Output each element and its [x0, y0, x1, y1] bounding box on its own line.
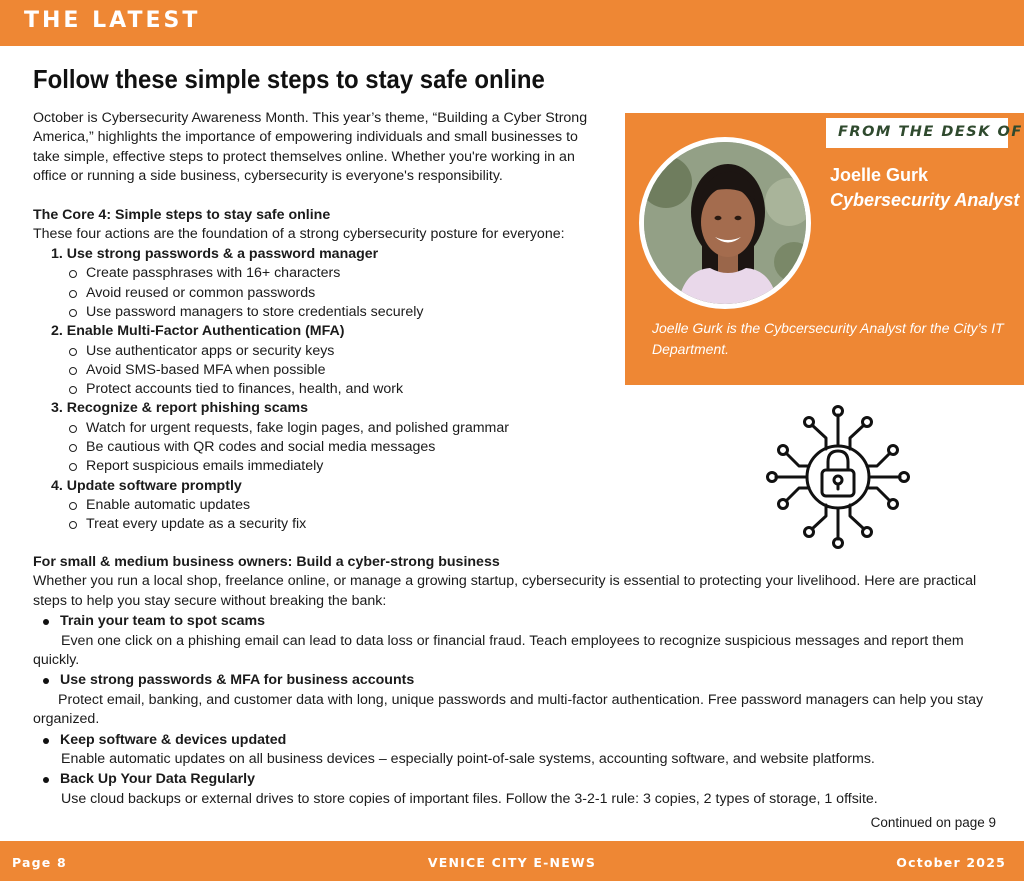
business-tip [33, 612, 993, 670]
tip-title: Train your team to spot scams [33, 612, 993, 631]
header-bar [0, 0, 1024, 46]
step-items [33, 419, 613, 477]
portrait-illustration [644, 142, 806, 304]
step [33, 322, 613, 399]
analyst-role: Cybersecurity Analyst [830, 190, 1020, 210]
step-items [33, 342, 613, 400]
step-item: Use authenticator apps or security keys [69, 342, 613, 361]
step-items [33, 264, 613, 322]
step-item: Use password managers to store credentials securely [69, 303, 613, 322]
step-title: 2. Enable Multi-Factor Authentication (MFA) [51, 323, 345, 340]
core4-heading: The Core 4: Simple steps to stay safe online [33, 207, 331, 223]
step [33, 477, 613, 535]
issue-date: October 2025 [896, 855, 1006, 870]
tip-body: Protect email, banking, and customer data with long, unique passwords and multi-factor authentication. Free password managers can help you stay organized. [33, 691, 984, 728]
article-title: Follow these simple steps to stay safe online [33, 64, 545, 94]
business-tip [33, 671, 993, 729]
tip-body: Enable automatic updates on all business devices – especially point-of-sale systems, accounting software, and website platforms. [61, 751, 875, 768]
step-item: Treat every update as a security fix [69, 515, 613, 534]
tip-title: Back Up Your Data Regularly [33, 770, 993, 789]
business-tip [33, 770, 993, 809]
tip-title: Use strong passwords & MFA for business accounts [33, 671, 993, 690]
step-item: Be cautious with QR codes and social media messages [69, 438, 613, 457]
tip-title: Keep software & devices updated [33, 731, 993, 750]
from-the-desk-panel [625, 113, 1024, 385]
desk-label-box [826, 118, 1023, 148]
circuit-lock-icon [765, 404, 911, 550]
core4-steps [33, 245, 613, 535]
core4-section [33, 206, 613, 535]
desk-label: FROM THE DESK OF [838, 124, 1023, 140]
step-item: Avoid SMS-based MFA when possible [69, 361, 613, 380]
analyst-caption: Joelle Gurk is the Cybcersecurity Analyst for the City’s IT Department. [652, 320, 1004, 357]
business-lead: Whether you run a local shop, freelance online, or manage a growing startup, cybersecurity is essential to protecting your livelihood. Here are practical steps to help you stay secure without breaking the bank: [33, 573, 977, 609]
business-heading: For small & medium business owners: Build a cyber-strong business [33, 554, 500, 570]
step-item: Protect accounts tied to finances, health, and work [69, 380, 613, 399]
footer-bar [0, 841, 1024, 881]
page-number: Page 8 [12, 855, 67, 870]
step [33, 245, 613, 322]
business-section [33, 553, 993, 809]
analyst-portrait [639, 137, 811, 309]
step-title: 3. Recognize & report phishing scams [51, 400, 309, 417]
intro-paragraph: October is Cybersecurity Awareness Month. This year’s theme, “Building a Cyber Strong America,” highlights the importance of empowering individuals and small businesses to take simple, effective steps to protect themselves online. Whether you're working in an office or running a side business, cybersecurity is everyone's responsibility. [33, 110, 588, 185]
step-item: Report suspicious emails immediately [69, 457, 613, 476]
step-title: 1. Use strong passwords & a password manager [51, 245, 379, 262]
step-item: Enable automatic updates [69, 496, 613, 515]
step-title: 4. Update software promptly [51, 477, 242, 494]
continued-note: Continued on page 9 [870, 815, 996, 830]
core4-lead: These four actions are the foundation of a strong cybersecurity posture for everyone: [33, 226, 565, 243]
step-item: Watch for urgent requests, fake login pages, and polished grammar [69, 419, 613, 438]
publication-name: VENICE CITY E-NEWS [427, 855, 597, 870]
step-item: Avoid reused or common passwords [69, 284, 613, 303]
step-items [33, 496, 613, 535]
step-item: Create passphrases with 16+ characters [69, 264, 613, 283]
business-tip [33, 731, 993, 770]
section-label: THE LATEST [24, 8, 201, 33]
analyst-name: Joelle Gurk [830, 165, 929, 185]
tip-body: Even one click on a phishing email can lead to data loss or financial fraud. Teach employees to recognize suspicious messages and report them quickly. [33, 632, 964, 669]
business-tips [33, 612, 993, 809]
tip-body: Use cloud backups or external drives to store copies of important files. Follow the 3-2-1 rule: 3 copies, 2 types of storage, 1 offsite. [61, 790, 878, 807]
step [33, 399, 613, 476]
